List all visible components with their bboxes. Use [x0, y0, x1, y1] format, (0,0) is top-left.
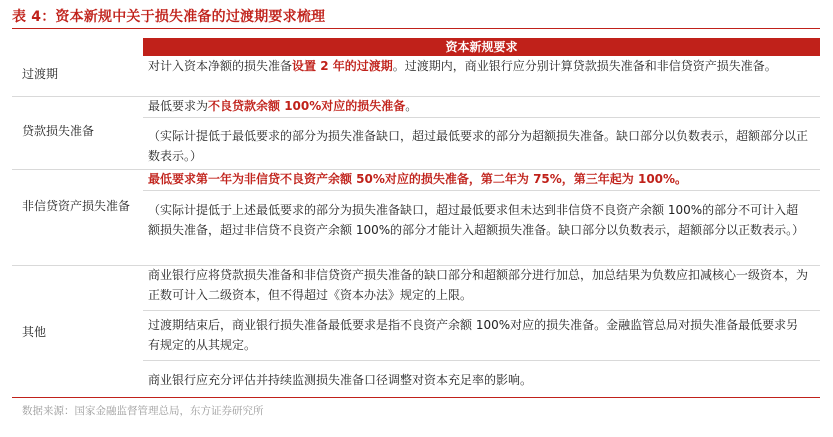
cell-other-aggregate [148, 266, 810, 305]
cell-transition [148, 57, 810, 77]
cell-text: 过渡期结束后，商业银行损失准备最低要求是指不良资产余额 100%对应的损失准备。金融监管总局对损失准备最低要求另有规定的从其规定。 [148, 318, 799, 352]
table-bottom-rule [12, 397, 820, 398]
cell-text: （实际计提低于上述最低要求的部分为损失准备缺口，超过最低要求但未达到非信贷不良资产余额 100%的部分不可计入超额损失准备，超过非信贷不良资产余额 100%的部分才能计入超额损失准备。缺口部分以负数表示，超额部分以正数表示。） [148, 203, 805, 237]
cell-highlight: 不良贷款余额 100%对应的损失准备 [208, 99, 406, 113]
cell-nonloan-note [148, 201, 810, 240]
cell-text: 最低要求为 [148, 99, 209, 113]
cell-loan-min [148, 97, 810, 117]
column-header: 资本新规要求 [445, 40, 518, 54]
sub-row-divider [143, 310, 820, 311]
cell-text: （实际计提低于最低要求的部分为损失准备缺口，超过最低要求的部分为超额损失准备。缺口部分以负数表示，超额部分以正数表示。） [148, 129, 809, 163]
sub-row-divider [143, 190, 820, 191]
sub-row-divider [143, 360, 820, 361]
row-label-loan-provision: 贷款损失准备 [22, 124, 95, 138]
cell-text: 。 [405, 99, 418, 113]
cell-text: 对计入资本净额的损失准备 [148, 59, 293, 73]
cell-other-after-transition [148, 316, 810, 355]
cell-text: 商业银行应充分评估并持续监测损失准备口径调整对资本充足率的影响。 [148, 373, 533, 387]
row-label-transition: 过渡期 [22, 67, 59, 81]
cell-nonloan-min [148, 170, 810, 190]
cell-highlight: 设置 2 年的过渡期 [292, 59, 393, 73]
table-title: 表 4：资本新规中关于损失准备的过渡期要求梳理 [12, 9, 326, 25]
cell-highlight: 最低要求第一年为非信贷不良资产余额 50%对应的损失准备，第二年为 75%，第三年起为 100%。 [148, 172, 688, 186]
title-rule [12, 28, 820, 29]
cell-text: 商业银行应将贷款损失准备和非信贷资产损失准备的缺口部分和超额部分进行加总，加总结果为负数应扣减核心一级资本，为正数可计入二级资本，但不得超过《资本办法》规定的上限。 [148, 268, 809, 302]
cell-other-monitor [148, 371, 810, 391]
row-label-other: 其他 [22, 325, 47, 339]
sub-row-divider [143, 117, 820, 118]
cell-text: 。过渡期内，商业银行应分别计算贷款损失准备和非信贷资产损失准备。 [392, 59, 777, 73]
source-note: 数据来源：国家金融监督管理总局，东方证券研究所 [22, 405, 264, 417]
row-label-nonloan-provision: 非信贷资产损失准备 [22, 199, 131, 213]
cell-loan-note [148, 127, 810, 166]
